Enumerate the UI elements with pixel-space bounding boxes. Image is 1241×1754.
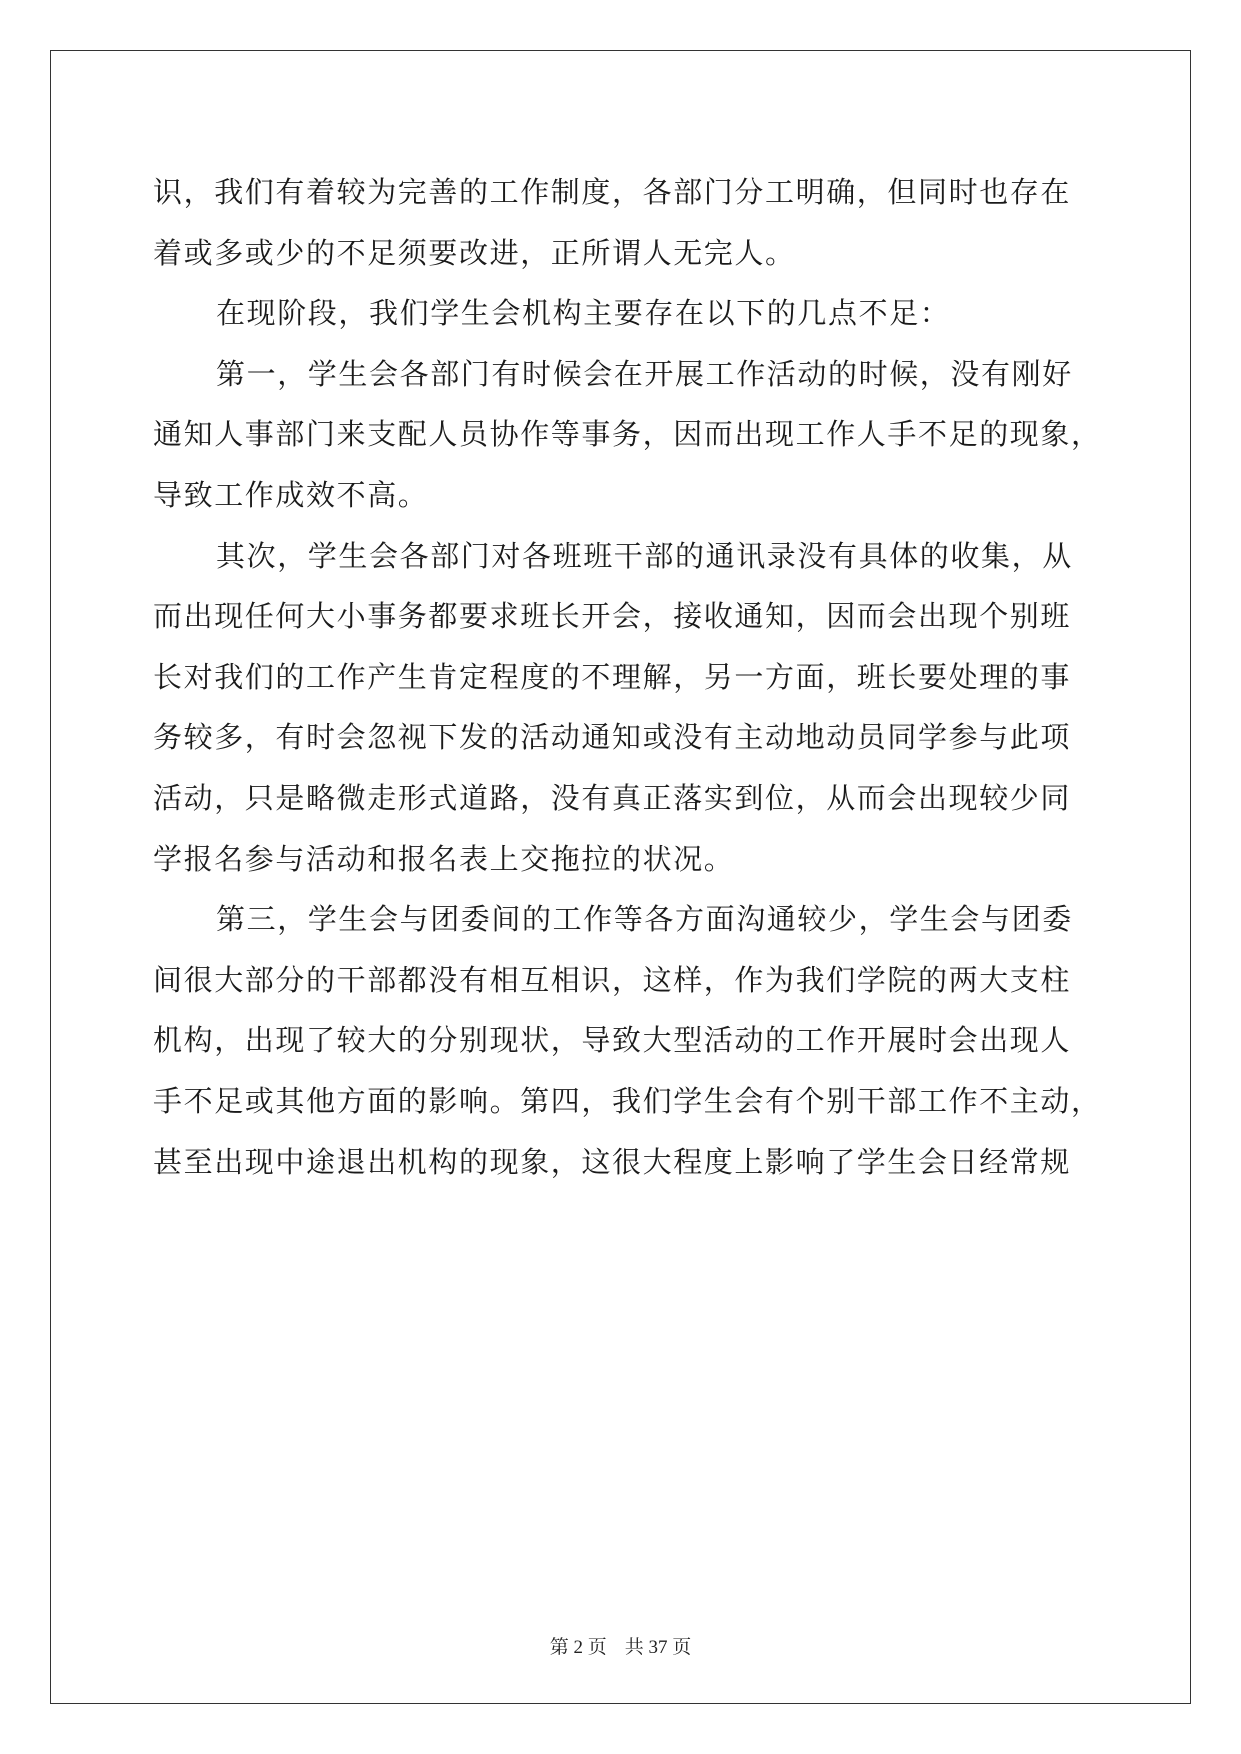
text-line: 手不足或其他方面的影响。第四，我们学生会有个别干部工作不主动， bbox=[153, 1083, 1102, 1118]
text-line: 间很大部分的干部都没有相互相识，这样，作为我们学院的两大支柱 bbox=[153, 962, 1072, 997]
text-line: 活动，只是略微走形式道路，没有真正落实到位，从而会出现较少同 bbox=[153, 780, 1072, 815]
text-line: 长对我们的工作产生肯定程度的不理解，另一方面，班长要处理的事 bbox=[153, 659, 1072, 694]
document-body bbox=[153, 162, 1102, 1192]
text-line: 着或多或少的不足须要改进，正所谓人无完人。 bbox=[153, 235, 796, 270]
text-line: 通知人事部门来支配人员协作等事务，因而出现工作人手不足的现象， bbox=[153, 417, 1102, 452]
page-footer bbox=[0, 1632, 1241, 1659]
text-line: 第三，学生会与团委间的工作等各方面沟通较少，学生会与团委 bbox=[216, 902, 1073, 937]
text-line: 学报名参与活动和报名表上交拖拉的状况。 bbox=[153, 841, 735, 876]
page-total: 共 37 页 bbox=[624, 1637, 692, 1658]
text-line: 机构，出现了较大的分别现状，导致大型活动的工作开展时会出现人 bbox=[153, 1023, 1072, 1058]
page-number: 第 2 页 bbox=[549, 1637, 607, 1658]
text-line: 其次，学生会各部门对各班班干部的通讯录没有具体的收集，从 bbox=[216, 538, 1073, 573]
text-line: 在现阶段，我们学生会机构主要存在以下的几点不足： bbox=[216, 296, 951, 331]
text-line: 导致工作成效不高。 bbox=[153, 477, 429, 512]
text-line: 识，我们有着较为完善的工作制度，各部门分工明确，但同时也存在 bbox=[153, 175, 1072, 209]
text-line: 甚至出现中途退出机构的现象，这很大程度上影响了学生会日经常规 bbox=[153, 1144, 1072, 1179]
text-line: 第一，学生会各部门有时候会在开展工作活动的时候，没有刚好 bbox=[216, 356, 1073, 391]
text-line: 而出现任何大小事务都要求班长开会，接收通知，因而会出现个别班 bbox=[153, 599, 1072, 634]
text-line: 务较多，有时会忽视下发的活动通知或没有主动地动员同学参与此项 bbox=[153, 720, 1072, 755]
